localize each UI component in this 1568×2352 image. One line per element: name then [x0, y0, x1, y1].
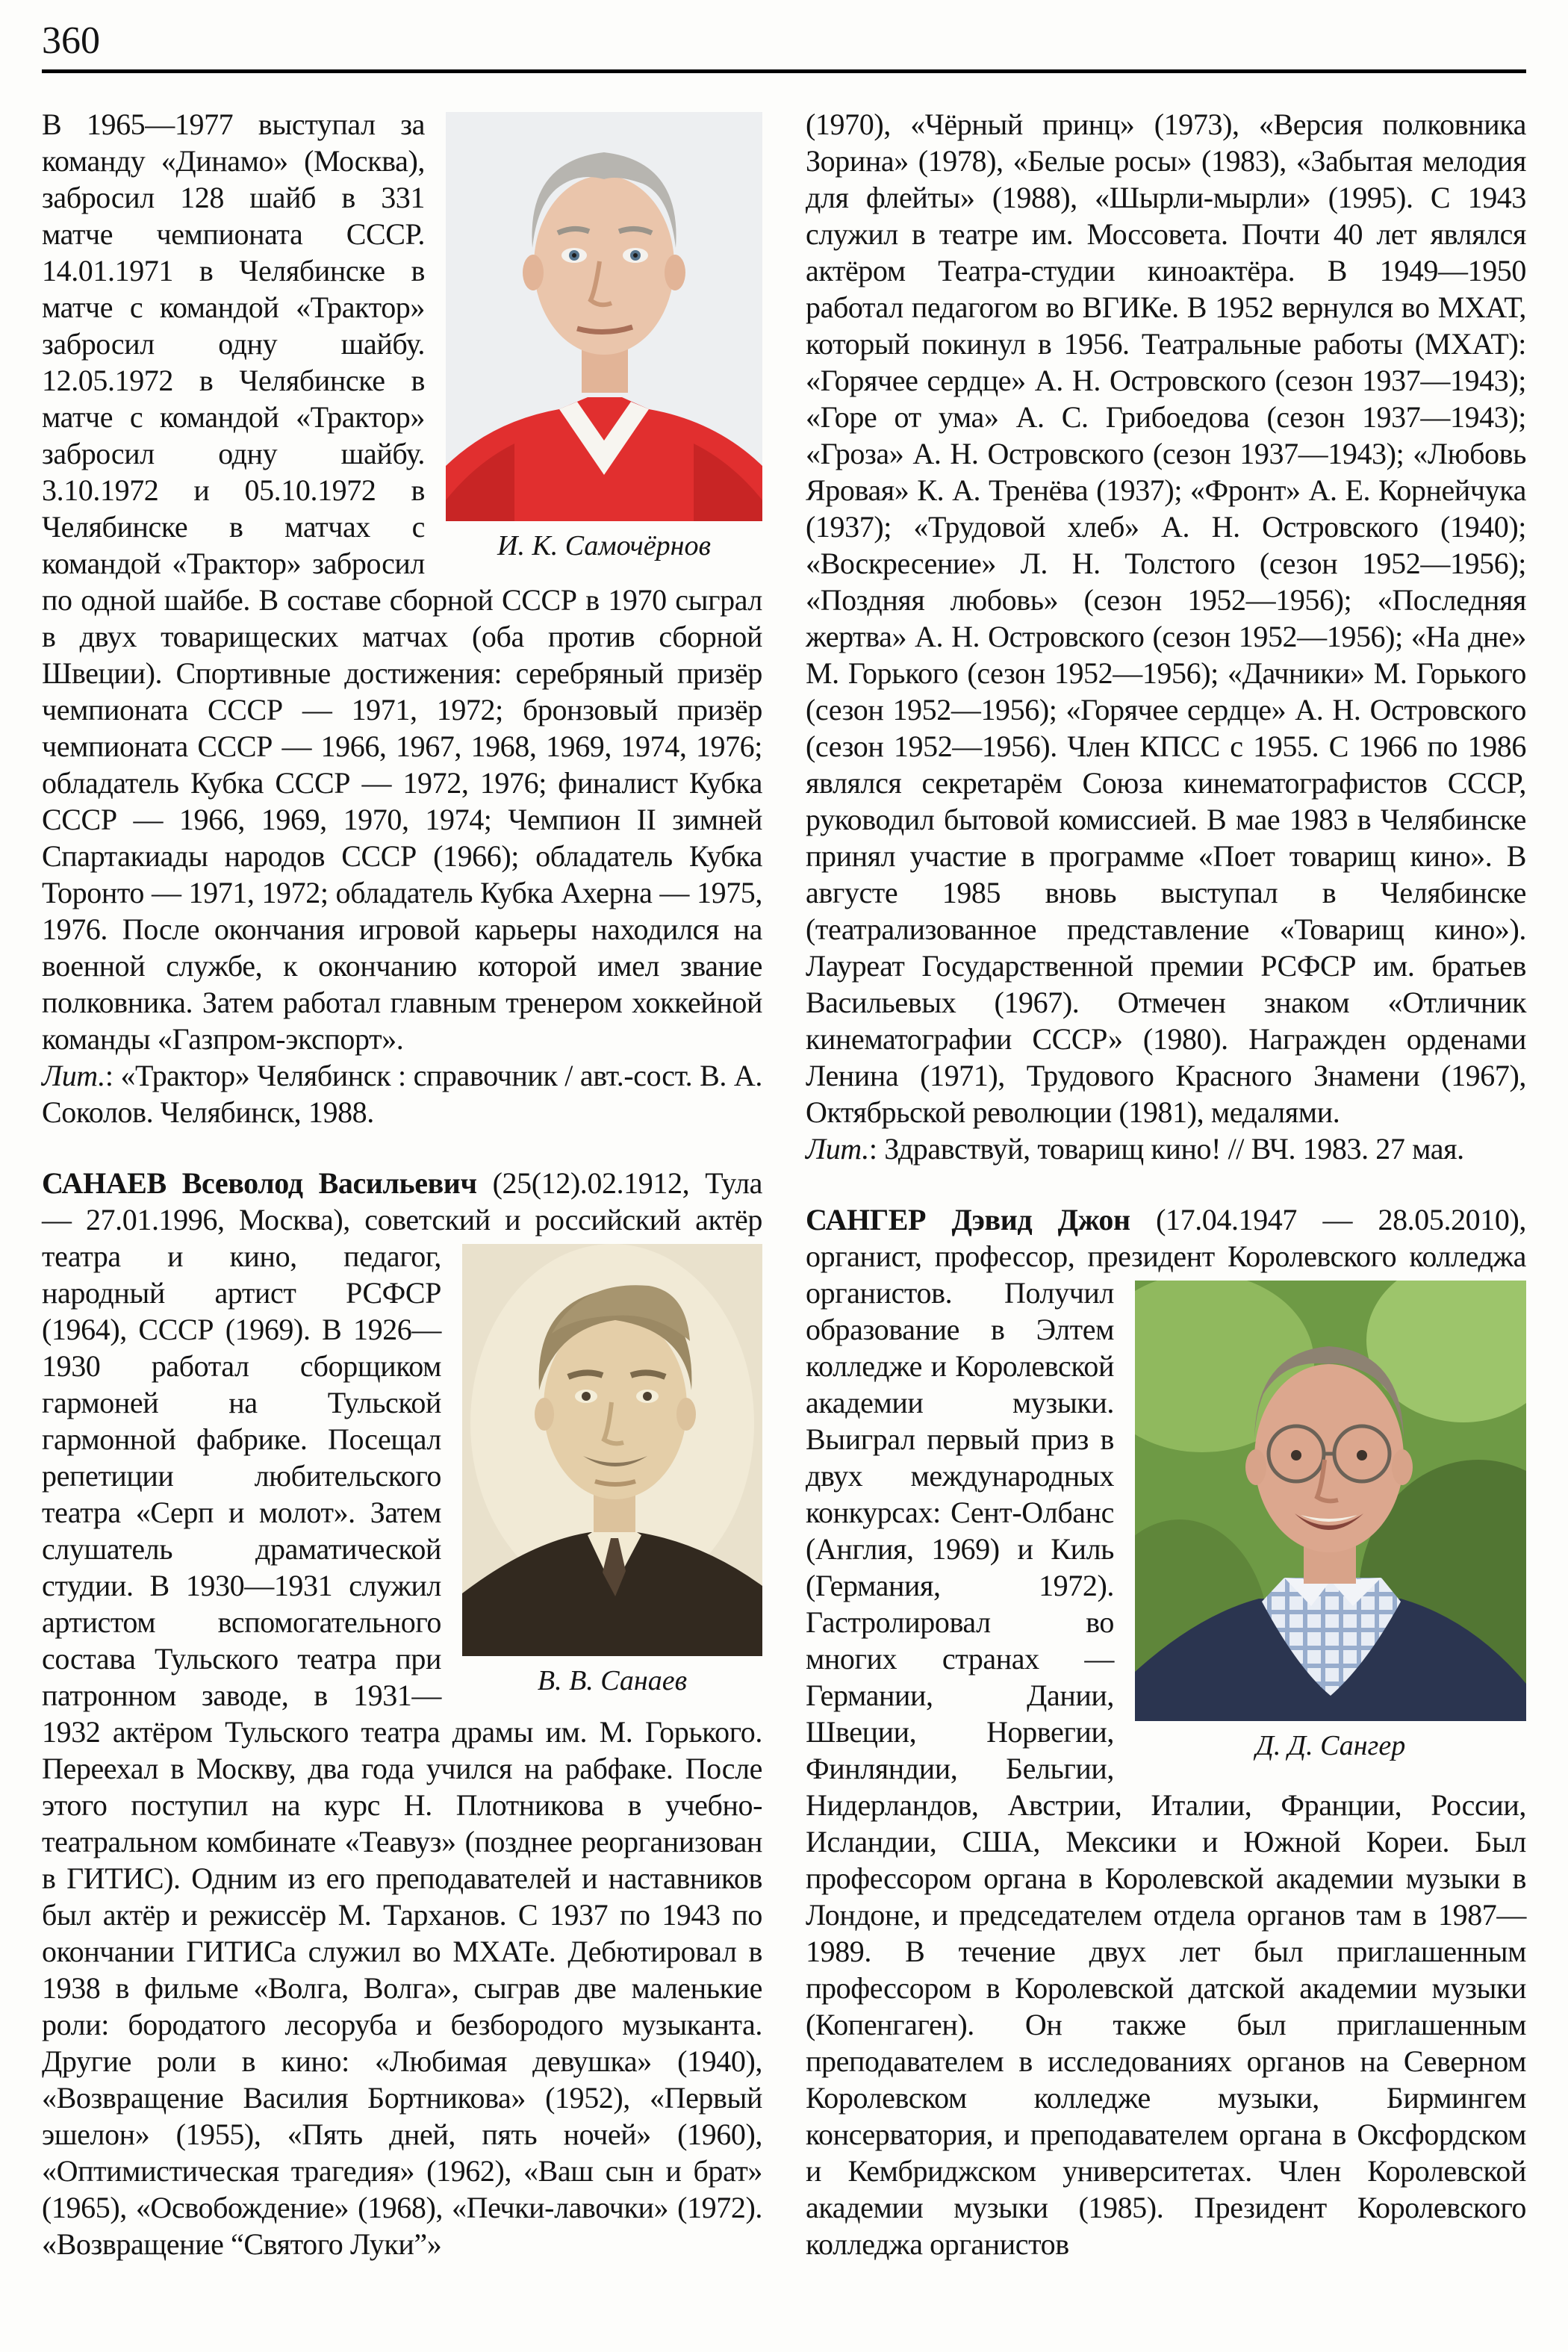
entry-separator: [806, 1167, 1526, 1201]
left-column: [42, 106, 762, 2262]
entry-sanger-text: колледжа органистов. Получил образование в Элтем колледже и Королевской академии музыки. Выиграл первый приз в двух международных конкурсах: Сент-Олбанс (Англия, 1969) и Киль (Германия, 1972). Гастролировал во многих странах — Германии, Дании, Швеции, Норвегии, Финляндии, Бельгии, Нидерландов, Австрии, Италии, Франции, России, Исландии, США, Мексики и Южной Кореи. Был профессором органа в Королевской академии музыки в Лондоне, и председателем отдела органов там в 1987—1989. В течение двух лет был приглашенным профессором в Королевской датской академии музыки (Копенгаген). Он также был приглашенным преподавателем в исследованиях органов на Северном Королевском колледже музыки, Бирмингем консерватория, и преподавателем органа в Оксфордском и Кембриджском университетах. Член Королевской академии музыки (1985). Президент Королевского колледжа органистов: [806, 1239, 1526, 2262]
header-rule: [42, 69, 1526, 73]
lit-reference-sanaev: [806, 1130, 1526, 1167]
samochyornov-portrait-image: [446, 112, 762, 521]
entry-separator: [42, 1130, 762, 1165]
lit-label: Лит.: [42, 1059, 105, 1093]
lit-reference-samochyornov: [42, 1057, 762, 1130]
photo-samochyornov: [446, 112, 762, 563]
photo-sanaev: [462, 1244, 762, 1698]
lit-text: : «Трактор» Челябинск : справочник / авт.-сост. В. А. Соколов. Челябинск, 1988.: [42, 1059, 762, 1130]
entry-samochyornov-continuation: [42, 106, 762, 1057]
text-columns: [42, 106, 1526, 2262]
entry-samochyornov-text: В 1965—1977 выступал за команду «Динамо» (Москва), забросил 128 шайб в 331 матче чемпионата СССР. 14.01.1971 в Челябинске в матче с командой «Трактор» забросил одну шайбу. 12.05.1972 в Челябинске в матче с командой «Трактор» забросил одну шайбу. 3.10.1972 и 05.10.1972 в Челябинске в матчах с командой «Трактор» забросил по одной шайбе. В составе сборной СССР в 1970 сыграл в двух товарищеских матчах (оба против сборной Швеции). Спортивные достижения: серебряный призёр чемпионата СССР — 1971, 1972; бронзовый призёр чемпионата СССР — 1966, 1967, 1968, 1969, 1974, 1976; обладатель Кубка СССР — 1972, 1976; финалист Кубка СССР — 1966, 1969, 1970, 1974; Чемпион II зимней Спартакиады народов СССР (1966); обладатель Кубка Торонто — 1971, 1972; обладатель Кубка Ахерна — 1975, 1976. После окончания игровой карьеры находился на военной службе, к окончанию которой имел звание полковника. Затем работал главным тренером хоккейной команды «Газпром-экспорт».: [42, 108, 762, 1057]
page-header: [42, 19, 1526, 73]
photo-caption-sanaev: В. В. Санаев: [537, 1665, 688, 1697]
entry-sanaev-lead: (25(12).02.1912, Тула — 27.01.1996, Москва), советский и российский: [42, 1166, 762, 1237]
lit-label: Лит.: [806, 1132, 869, 1166]
right-column: [806, 106, 1526, 2262]
sanger-portrait-image: [1135, 1281, 1526, 1721]
photo-caption-samochyornov: И. К. Самочёрнов: [497, 530, 711, 562]
entry-headword-sanger: САНГЕР Дэвид Джон: [806, 1203, 1130, 1237]
entry-sanger: [806, 1201, 1526, 2262]
page-number: 360: [42, 19, 100, 62]
sanaev-portrait-image: [462, 1244, 762, 1656]
entry-sanaev-continuation-text: (1970), «Чёрный принц» (1973), «Версия полковника Зорина» (1978), «Белые росы» (1983), «Забытая мелодия для флейты» (1988), «Шырли-мырли» (1995). С 1943 служил в театре им. Моссовета. Почти 40 лет являлся актёром Театра-студии киноактёра. В 1949—1950 работал педагогом во ВГИКе. В 1952 вернулся во МХАТ, который покинул в 1956. Театральные работы (МХАТ): «Горячее сердце» А. Н. Островского (сезон 1937—1943); «Горе от ума» А. С. Грибоедова (сезон 1937—1943); «Гроза» А. Н. Островского (сезон 1937—1943); «Любовь Яровая» К. А. Тренёва (1937); «Фронт» А. Е. Корнейчука (1937); «Трудовой хлеб» А. Н. Островского (1940); «Воскресение» Л. Н. Толстого (сезон 1952—1956); «Поздняя любовь» (сезон 1952—1956); «Последняя жертва» А. Н. Островского (сезон 1952—1956); «На дне» М. Горького (сезон 1952—1956); «Дачники» М. Горького (сезон 1952—1956); «Горячее сердце» А. Н. Островского (сезон 1952—1956). Член КПСС с 1955. С 1966 по 1986 являлся секретарём Союза кинематографистов СССР, руководил бытовой комиссией. В мае 1983 в Челябинске принял участие в программе «Поет товарищ кино». В августе 1985 вновь выступал в Челябинске (театрализованное представление «Товарищ кино»). Лауреат Государственной премии РСФСР им. братьев Васильевых (1967). Отмечен знаком «Отличник кинематографии СССР» (1980). Награжден орденами Ленина (1971), Трудового Красного Знамени (1967), Октябрьской революции (1981), медалями.: [806, 108, 1526, 1130]
entry-sanaev-text: актёр театра и кино, педагог, народный артист РСФСР (1964), СССР (1969). В 1926—1930 работал сборщиком гармоней на Тульской гармонной фабрике. Посещал репетиции любительского театра «Серп и молот». Затем слушатель драматической студии. В 1930—1931 служил артистом вспомогательного состава Тульского театра при патронном заводе, в 1931—1932 актёром Тульского театра драмы им. М. Горького. Переехал в Москву, два года учился на рабфаке. После этого поступил на курс Н. Плотникова в учебно-театральном комбинате «Теавуз» (позднее реорганизован в ГИТИС). Одним из его преподавателей и наставников был актёр и режиссёр М. Тарханов. С 1937 по 1943 по окончании ГИТИСа служил во МХАТе. Дебютировал в 1938 в фильме «Волга, Волга», сыграв две маленькие роли: бородатого лесоруба и безбородого музыканта. Другие роли в кино: «Любимая девушка» (1940), «Возвращение Василия Бортникова» (1952), «Первый эшелон» (1955), «Пять дней, пять ночей» (1960), «Оптимистическая трагедия» (1962), «Ваш сын и брат» (1965), «Освобождение» (1968), «Печки-лавочки» (1972). «Возвращение “Святого Луки”»: [42, 1203, 763, 2262]
photo-caption-sanger: Д. Д. Сангер: [1255, 1730, 1406, 1762]
entry-sanaev: [42, 1165, 762, 2262]
entry-sanaev-continuation: [806, 106, 1526, 1130]
entry-headword-sanaev: САНАЕВ Всеволод Васильевич: [42, 1166, 477, 1201]
lit-text: : Здравствуй, товарищ кино! // ВЧ. 1983. 27 мая.: [868, 1132, 1464, 1166]
entry-sanger-lead: (17.04.1947 — 28.05.2010), органист, профессор, президент Королевского: [806, 1203, 1527, 1274]
photo-sanger: [1135, 1281, 1526, 1763]
